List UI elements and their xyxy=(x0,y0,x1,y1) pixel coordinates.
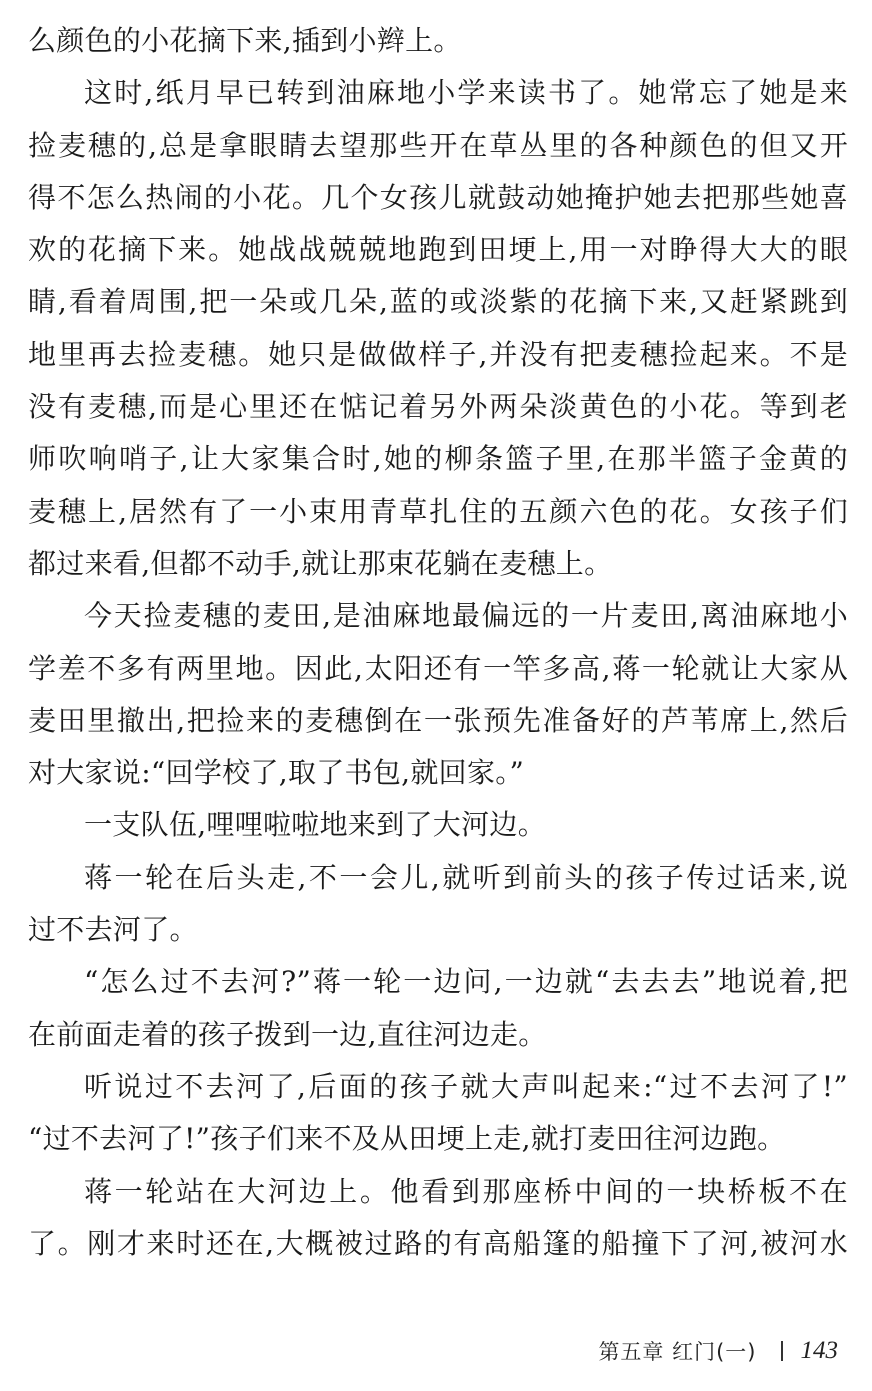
text-line: 学差不多有两里地。因此,太阳还有一竿多高,蒋一轮就让大家从 xyxy=(28,651,848,685)
text-line: “过不去河了!”孩子们来不及从田埂上走,就打麦田往河边跑。 xyxy=(28,1122,786,1156)
text-line: 欢的花摘下来。她战战兢兢地跑到田埂上,用一对睁得大大的眼 xyxy=(28,233,848,267)
text-line: 对大家说:“回学校了,取了书包,就回家。” xyxy=(28,756,525,790)
text-line: 了。刚才来时还在,大概被过路的有高船篷的船撞下了河,被河水 xyxy=(28,1226,848,1260)
text-line: 捡麦穗的,总是拿眼睛去望那些开在草丛里的各种颜色的但又开 xyxy=(28,128,848,162)
text-line: 得不怎么热闹的小花。几个女孩儿就鼓动她掩护她去把那些她喜 xyxy=(28,180,848,214)
text-line: 地里再去捡麦穗。她只是做做样子,并没有把麦穗捡起来。不是 xyxy=(28,337,848,371)
text-line: 今天捡麦穗的麦田,是油麻地最偏远的一片麦田,离油麻地小 xyxy=(84,599,848,633)
text-line: 听说过不去河了,后面的孩子就大声叫起来:“过不去河了!” xyxy=(84,1069,848,1103)
text-line: 麦田里撤出,把捡来的麦穗倒在一张预先准备好的芦苇席上,然后 xyxy=(28,703,848,737)
footer-divider xyxy=(781,1341,783,1361)
text-line: 麦穗上,居然有了一小束用青草扎住的五颜六色的花。女孩子们 xyxy=(28,494,848,528)
chapter-title: 第五章 红门(一) xyxy=(598,1340,757,1364)
text-line: 师吹响哨子,让大家集合时,她的柳条篮子里,在那半篮子金黄的 xyxy=(28,442,848,476)
text-line: 么颜色的小花摘下来,插到小辫上。 xyxy=(28,24,462,57)
text-line: “怎么过不去河?”蒋一轮一边问,一边就“去去去”地说着,把 xyxy=(84,965,848,999)
text-line: 蒋一轮站在大河边上。他看到那座桥中间的一块桥板不在 xyxy=(84,1174,848,1208)
page-number: 143 xyxy=(800,1337,838,1364)
body-text xyxy=(28,15,848,1270)
text-line: 这时,纸月早已转到油麻地小学来读书了。她常忘了她是来 xyxy=(84,76,848,110)
text-line: 蒋一轮在后头走,不一会儿,就听到前头的孩子传过话来,说 xyxy=(84,860,848,894)
text-line: 一支队伍,哩哩啦啦地来到了大河边。 xyxy=(84,808,547,842)
text-line: 睛,看着周围,把一朵或几朵,蓝的或淡紫的花摘下来,又赶紧跳到 xyxy=(28,285,848,319)
text-line: 在前面走着的孩子拨到一边,直往河边走。 xyxy=(28,1017,547,1051)
page-footer xyxy=(598,1333,838,1369)
text-line: 没有麦穗,而是心里还在惦记着另外两朵淡黄色的小花。等到老 xyxy=(28,390,848,424)
text-line: 过不去河了。 xyxy=(28,913,198,947)
text-line: 都过来看,但都不动手,就让那束花躺在麦穗上。 xyxy=(28,546,613,580)
